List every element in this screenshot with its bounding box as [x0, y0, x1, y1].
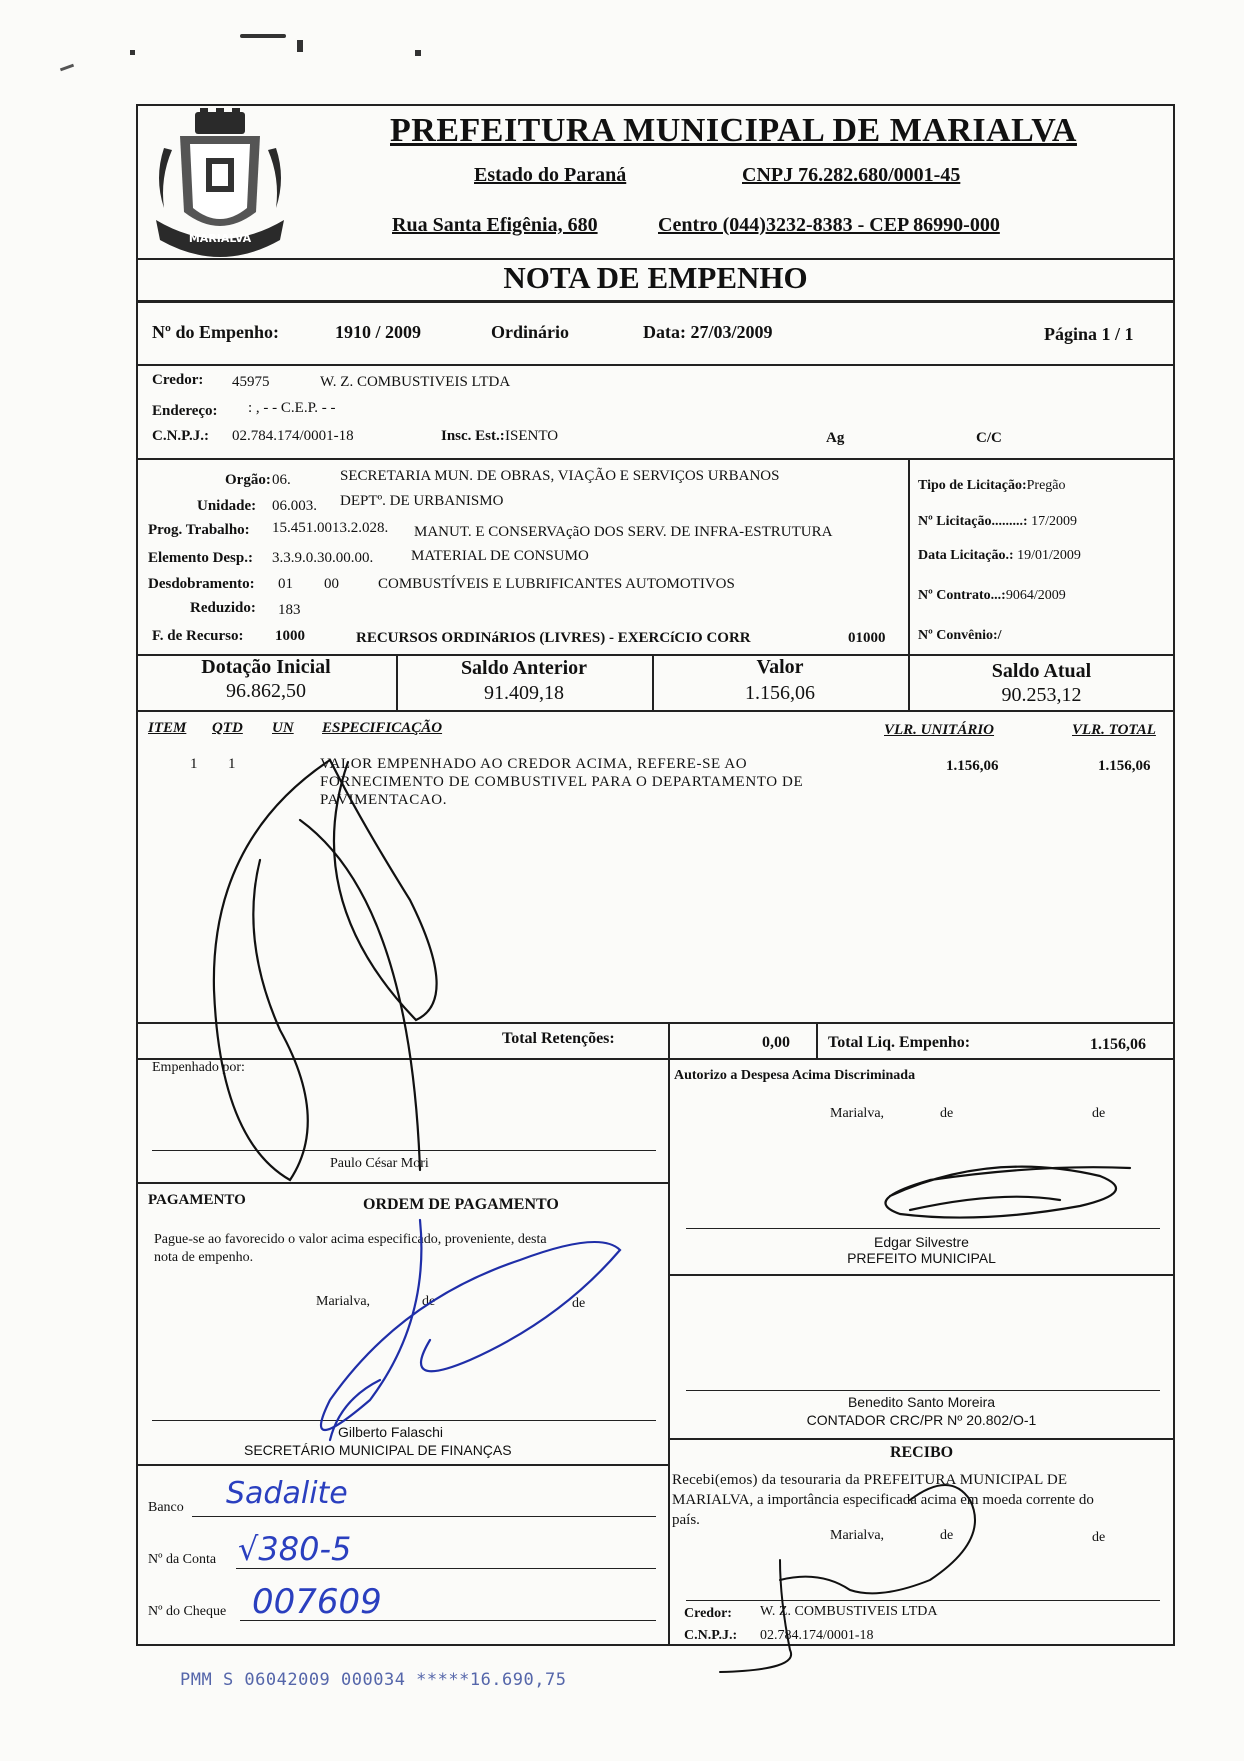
prefeito-name: Edgar Silvestre — [874, 1234, 969, 1250]
autorizo-de-1: de — [940, 1106, 954, 1121]
page-number: Página 1 / 1 — [1044, 324, 1134, 344]
prog-trabalho-label: Prog. Trabalho: — [148, 522, 250, 538]
secretario-role: SECRETÁRIO MUNICIPAL DE FINANÇAS — [244, 1442, 512, 1458]
empenho-type: Ordinário — [491, 322, 570, 342]
divider — [136, 1058, 1175, 1060]
document-title: NOTA DE EMPENHO — [503, 260, 808, 295]
pagamento-de-2: de — [572, 1296, 586, 1311]
empenho-number-label: Nº do Empenho: — [152, 322, 279, 342]
prog-trabalho-code: 15.451.0013.2.028. — [272, 520, 389, 536]
saldo-anterior-value: 91.409,18 — [484, 682, 564, 704]
col-header-especificacao: ESPECIFICAÇÃO — [322, 720, 443, 736]
recibo-cnpj-value: 02.784.174/0001-18 — [760, 1628, 874, 1643]
cnpj-value: 02.784.174/0001-18 — [232, 428, 354, 444]
numero-convenio: Nº Convênio:/ — [918, 628, 1002, 643]
col-header-un: UN — [272, 720, 294, 736]
autorizo-label: Autorizo a Despesa Acima Discriminada — [674, 1068, 916, 1083]
tipo-licitacao-label: Tipo de Licitação: — [918, 478, 1027, 493]
numero-contrato-value: 9064/2009 — [1005, 588, 1066, 603]
unidade-label: Unidade: — [197, 498, 257, 514]
institution-title: PREFEITURA MUNICIPAL DE MARIALVA — [390, 112, 1077, 149]
secretario-name: Gilberto Falaschi — [338, 1424, 444, 1440]
autorizo-city: Marialva, — [830, 1106, 885, 1121]
endereco-label: Endereço: — [152, 403, 218, 419]
recibo-text-2: MARIALVA, a importância especificada acima em moeda corrente do — [672, 1492, 1094, 1508]
municipal-crest-logo — [150, 108, 290, 260]
recibo-credor-label: Credor: — [684, 1606, 732, 1621]
state-name: Estado do Paraná — [474, 164, 627, 186]
empenho-number: 1910 / 2009 — [335, 322, 422, 342]
orgao-desc: SECRETARIA MUN. DE OBRAS, VIAÇÃO E SERVIÇOS URBANOS — [340, 468, 780, 484]
address-contact: Centro (044)3232-8383 - CEP 86990-000 — [658, 214, 1000, 236]
total-liq-empenho-value: 1.156,06 — [1090, 1036, 1146, 1053]
empenhado-por-label: Empenhado por: — [152, 1060, 245, 1075]
col-header-vlr-unitario: VLR. UNITÁRIO — [884, 722, 995, 738]
divider — [668, 1058, 670, 1646]
divider — [136, 1022, 1175, 1024]
orgao-label: Orgão: — [225, 472, 271, 488]
conta-value: √380-5 — [238, 1530, 352, 1568]
endereco-value: : , - - C.E.P. - - — [248, 400, 336, 416]
numero-contrato — [918, 588, 1066, 604]
cheque-label: Nº do Cheque — [148, 1604, 227, 1619]
data-licitacao-value: 19/01/2009 — [1017, 548, 1081, 563]
scan-speck — [415, 50, 421, 56]
tipo-licitacao — [918, 478, 1066, 494]
signature-line — [686, 1600, 1160, 1601]
saldo-atual-label: Saldo Atual — [991, 660, 1092, 682]
recibo-credor-value: W. Z. COMBUSTIVEIS LTDA — [760, 1604, 938, 1619]
scan-speck — [60, 64, 74, 72]
bank-validation-stamp: PMM S 06042009 000034 *****16.690,75 — [180, 1670, 567, 1690]
prefeito-role: PREFEITO MUNICIPAL — [847, 1250, 996, 1266]
col-header-qtd: QTD — [212, 720, 243, 736]
scan-speck — [240, 34, 286, 38]
unidade-desc: DEPTº. DE URBANISMO — [340, 493, 504, 509]
numero-licitacao — [918, 514, 1077, 530]
data-licitacao-label: Data Licitação.: — [918, 548, 1014, 563]
banco-label: Banco — [148, 1500, 184, 1515]
divider — [816, 1022, 818, 1058]
credor-name: W. Z. COMBUSTIVEIS LTDA — [320, 374, 511, 390]
pagamento-city: Marialva, — [316, 1294, 371, 1309]
item-qtd: 1 — [228, 756, 236, 772]
reduzido-label: Reduzido: — [190, 600, 256, 616]
conta-field-line — [236, 1568, 656, 1569]
divider — [136, 1464, 668, 1466]
item-spec-line-2: FORNECIMENTO DE COMBUSTIVEL PARA O DEPARTAMENTO DE — [320, 774, 804, 790]
recurso-code-2: 01000 — [848, 630, 886, 646]
dotacao-inicial-label: Dotação Inicial — [201, 656, 331, 678]
desdobramento-code-2: 00 — [324, 576, 339, 592]
divider — [668, 1274, 1175, 1276]
insc-value: ISENTO — [505, 428, 559, 444]
desdobramento-label: Desdobramento: — [148, 576, 255, 592]
data-licitacao — [918, 548, 1081, 564]
numero-licitacao-label: Nº Licitação.........: — [918, 514, 1028, 529]
unidade-code: 06.003. — [272, 498, 317, 514]
pagamento-text-1: Pague-se ao favorecido o valor acima especificado, proveniente, desta — [154, 1232, 547, 1247]
dotacao-inicial-value: 96.862,50 — [226, 680, 306, 702]
prog-trabalho-desc: MANUT. E CONSERVAçãO DOS SERV. DE INFRA-ESTRUTURA — [414, 524, 833, 540]
total-liq-empenho-label: Total Liq. Empenho: — [828, 1034, 971, 1051]
empenho-date: Data: 27/03/2009 — [643, 322, 773, 342]
logo-ribbon-text: MARIALVA — [188, 232, 252, 245]
elemento-label: Elemento Desp.: — [148, 550, 253, 566]
banco-field-line — [192, 1516, 656, 1517]
signature-line — [686, 1390, 1160, 1391]
signature-line — [152, 1150, 656, 1151]
valor-label: Valor — [756, 656, 804, 678]
divider — [136, 458, 1175, 460]
divider — [136, 1182, 668, 1184]
signature-line — [686, 1228, 1160, 1229]
pagamento-text-2: nota de empenho. — [154, 1250, 254, 1265]
col-header-item: ITEM — [148, 720, 187, 736]
divider — [668, 1438, 1175, 1440]
orgao-code: 06. — [272, 472, 291, 488]
ordem-pagamento-label: ORDEM DE PAGAMENTO — [363, 1196, 559, 1213]
valor-value: 1.156,06 — [745, 682, 815, 704]
scan-speck — [297, 40, 303, 52]
recibo-text-1: Recebi(emos) da tesouraria da PREFEITURA MUNICIPAL DE — [672, 1472, 1068, 1488]
pagamento-label: PAGAMENTO — [148, 1192, 246, 1208]
divider — [908, 458, 910, 654]
recibo-title: RECIBO — [889, 1444, 954, 1461]
conta-corrente-label: C/C — [976, 430, 1002, 446]
empenhado-por-name: Paulo César Mori — [330, 1156, 429, 1171]
reduzido-value: 183 — [278, 602, 301, 618]
elemento-desc: MATERIAL DE CONSUMO — [411, 548, 589, 564]
divider — [136, 364, 1175, 366]
item-spec-line-1: VALOR EMPENHADO AO CREDOR ACIMA, REFERE-SE AO — [320, 756, 748, 772]
desdobramento-desc: COMBUSTÍVEIS E LUBRIFICANTES AUTOMOTIVOS — [378, 576, 735, 592]
recibo-text-3: país. — [672, 1512, 700, 1528]
street-address: Rua Santa Efigênia, 680 — [392, 214, 598, 236]
col-header-vlr-total: VLR. TOTAL — [1072, 722, 1156, 738]
recibo-city: Marialva, — [830, 1528, 885, 1543]
cnpj-label: C.N.P.J.: — [152, 428, 209, 444]
recibo-de-1: de — [940, 1528, 954, 1543]
item-total-value: 1.156,06 — [1098, 758, 1151, 774]
contador-role: CONTADOR CRC/PR Nº 20.802/O-1 — [806, 1412, 1037, 1428]
numero-contrato-label: Nº Contrato...: — [918, 588, 1006, 603]
item-number: 1 — [190, 756, 198, 772]
item-spec-line-3: PAVIMENTACAO. — [320, 792, 448, 808]
cnpj-header: CNPJ 76.282.680/0001-45 — [742, 164, 961, 186]
recurso-code: 1000 — [275, 628, 305, 644]
saldo-anterior-label: Saldo Anterior — [460, 657, 588, 679]
divider — [136, 300, 1175, 303]
divider — [136, 710, 1175, 712]
recibo-de-2: de — [1092, 1530, 1106, 1545]
tipo-licitacao-value: Pregão — [1026, 478, 1066, 493]
credor-label: Credor: — [152, 372, 204, 388]
recurso-label: F. de Recurso: — [152, 628, 244, 644]
contador-name: Benedito Santo Moreira — [847, 1394, 996, 1410]
elemento-code: 3.3.9.0.30.00.00. — [272, 550, 374, 566]
recibo-cnpj-label: C.N.P.J.: — [684, 1628, 738, 1643]
scan-speck — [130, 50, 135, 55]
pagamento-de-1: de — [422, 1294, 436, 1309]
total-retencoes-value: 0,00 — [762, 1034, 790, 1051]
banco-value: Sadalite — [226, 1476, 348, 1511]
divider — [668, 1022, 670, 1058]
saldo-atual-value: 90.253,12 — [1001, 684, 1082, 706]
recurso-desc: RECURSOS ORDINáRIOS (LIVRES) - EXERCíCIO CORR — [356, 630, 751, 646]
conta-label: Nº da Conta — [148, 1552, 217, 1567]
numero-licitacao-value: 17/2009 — [1031, 514, 1077, 529]
autorizo-de-2: de — [1092, 1106, 1106, 1121]
agencia-label: Ag — [826, 430, 845, 446]
item-unit-value: 1.156,06 — [946, 758, 999, 774]
desdobramento-code-1: 01 — [278, 576, 293, 592]
signature-line — [152, 1420, 656, 1421]
insc-label: Insc. Est.: — [441, 428, 505, 444]
credor-code: 45975 — [232, 374, 270, 390]
cheque-value: 007609 — [252, 1582, 382, 1622]
total-retencoes-label: Total Retenções: — [502, 1030, 615, 1047]
